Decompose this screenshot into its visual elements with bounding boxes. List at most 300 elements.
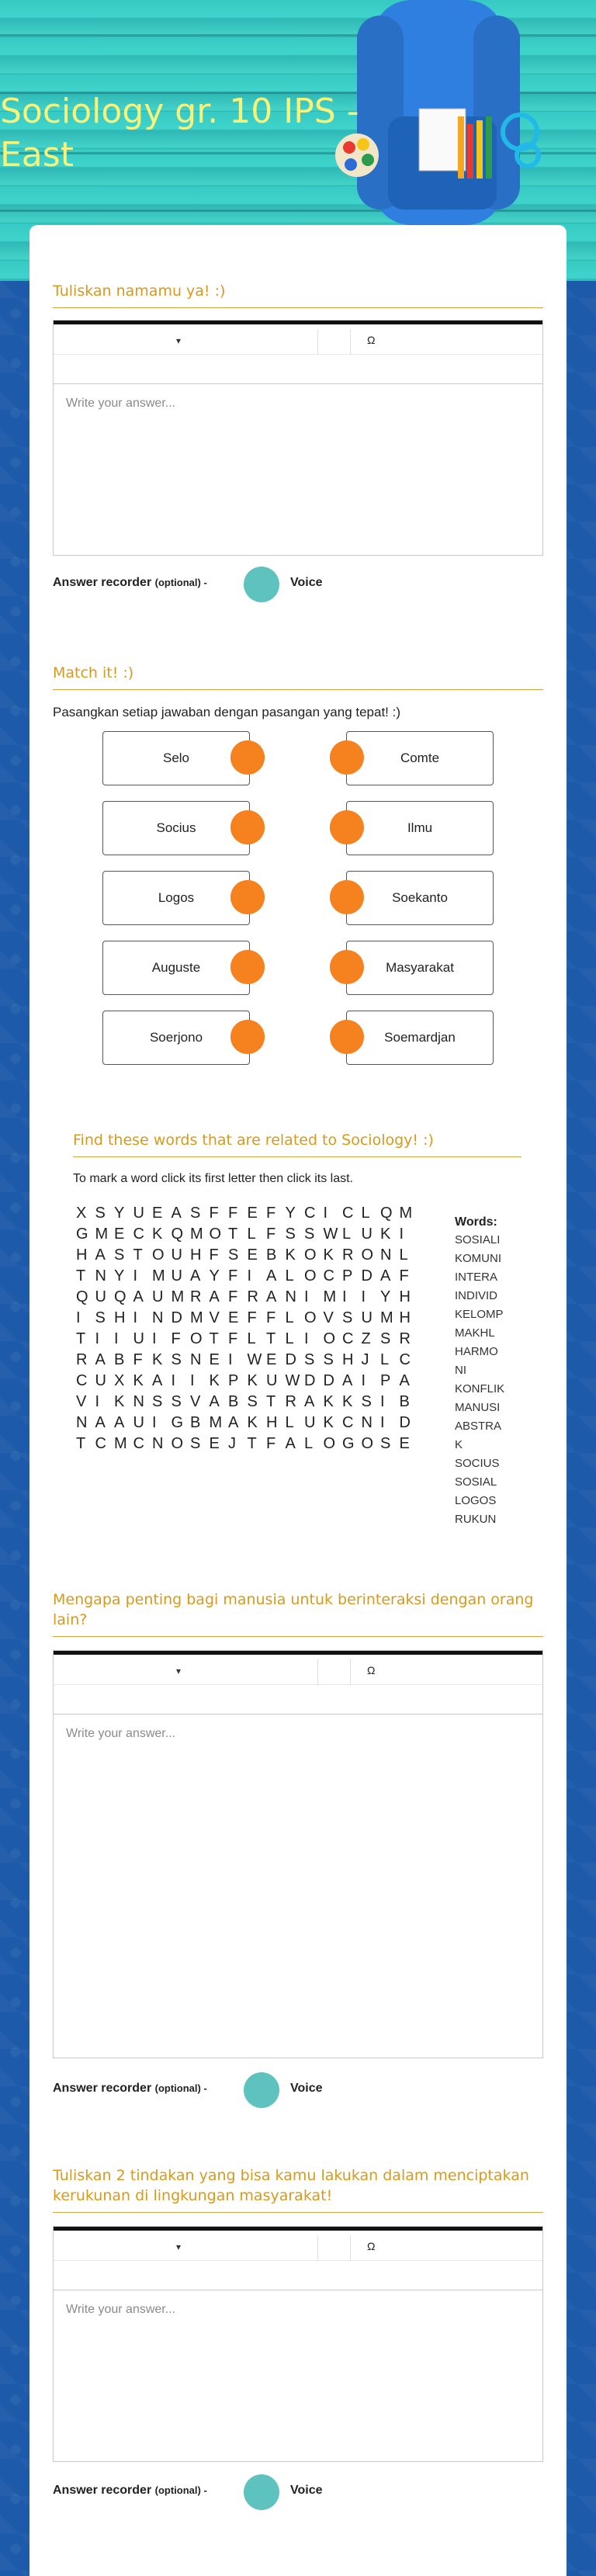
wordsearch-letter[interactable]: T — [76, 1330, 86, 1347]
wordsearch-letter[interactable]: E — [247, 1205, 258, 1222]
match-connector-dot[interactable] — [330, 950, 364, 984]
wordsearch-letter[interactable]: I — [152, 1330, 157, 1347]
wordsearch-letter[interactable]: I — [114, 1330, 119, 1347]
toolbar-separator — [317, 329, 318, 355]
wordsearch-letter[interactable]: M — [190, 1309, 203, 1326]
wordsearch-letter[interactable]: N — [152, 1435, 164, 1452]
wordsearch-letter[interactable]: V — [76, 1393, 87, 1410]
wordsearch-letter[interactable]: S — [380, 1330, 391, 1347]
wordsearch-letter[interactable]: I — [95, 1393, 100, 1410]
special-character-icon[interactable]: Ω — [367, 2240, 376, 2252]
wordsearch-letter[interactable]: S — [152, 1393, 163, 1410]
wordsearch-letter[interactable]: L — [361, 1205, 370, 1222]
wordsearch-letter[interactable]: D — [171, 1309, 182, 1326]
wordsearch-letter[interactable]: S — [304, 1226, 315, 1243]
wordsearch-letter[interactable]: R — [342, 1246, 354, 1264]
wordsearch-letter[interactable]: L — [285, 1414, 294, 1431]
wordsearch-letter[interactable]: I — [133, 1309, 138, 1326]
wordsearch-letter[interactable]: O — [361, 1435, 374, 1452]
voice-record-button[interactable] — [244, 567, 279, 602]
wordsearch-letter[interactable]: I — [361, 1288, 366, 1305]
toolbar-divider — [54, 2260, 542, 2261]
wordsearch-letter[interactable]: C — [342, 1414, 354, 1431]
wordsearch-letter[interactable]: S — [361, 1393, 372, 1410]
wordsearch-letter[interactable]: M — [399, 1205, 413, 1222]
wordsearch-row — [76, 1393, 418, 1414]
wordsearch-letter[interactable]: F — [228, 1205, 238, 1222]
match-title: Match it! :) — [53, 663, 543, 690]
question-title: Mengapa penting bagi manusia untuk berinteraksi dengan orang lain? — [53, 1590, 543, 1637]
wordsearch-letter[interactable]: O — [323, 1435, 336, 1452]
wordsearch-letter[interactable]: T — [266, 1393, 276, 1410]
wordsearch-letter[interactable]: A — [266, 1267, 277, 1285]
wordsearch-letter[interactable]: Y — [285, 1205, 296, 1222]
wordsearch-row — [76, 1267, 418, 1288]
wordsearch-letter[interactable]: K — [247, 1372, 258, 1389]
match-connector-dot[interactable] — [330, 740, 364, 775]
wordsearch-letter[interactable]: M — [152, 1267, 165, 1285]
wordsearch-letter[interactable]: M — [209, 1414, 223, 1431]
wordsearch-letter[interactable]: B — [114, 1351, 125, 1368]
wordsearch-letter[interactable]: A — [95, 1414, 106, 1431]
wordsearch-letter[interactable]: I — [342, 1288, 347, 1305]
wordsearch-letter[interactable]: U — [361, 1309, 372, 1326]
wordsearch-letter[interactable]: A — [399, 1372, 410, 1389]
wordsearch-letter[interactable]: F — [399, 1267, 409, 1285]
match-left-item[interactable]: Selo — [102, 731, 250, 785]
wordsearch-letter[interactable]: L — [342, 1226, 352, 1243]
wordsearch-letter[interactable]: E — [399, 1435, 410, 1452]
wordsearch-letter[interactable]: N — [76, 1414, 88, 1431]
wordsearch-letter[interactable]: F — [266, 1309, 276, 1326]
match-connector-dot[interactable] — [330, 810, 364, 844]
wordsearch-word: KONFLIK — [455, 1382, 505, 1395]
wordsearch-letter[interactable]: J — [228, 1435, 236, 1452]
wordsearch-letter[interactable]: K — [152, 1351, 163, 1368]
wordsearch-letter[interactable]: B — [266, 1246, 277, 1264]
wordsearch-letter[interactable]: M — [171, 1288, 185, 1305]
special-character-icon[interactable]: Ω — [367, 334, 376, 346]
voice-record-button[interactable] — [244, 2474, 279, 2510]
wordsearch-letter[interactable]: G — [76, 1226, 88, 1243]
wordsearch-letter[interactable]: A — [133, 1288, 144, 1305]
match-right-item[interactable]: Masyarakat — [346, 941, 494, 995]
wordsearch-letter[interactable]: T — [228, 1226, 238, 1243]
wordsearch-letter[interactable]: R — [76, 1351, 88, 1368]
wordsearch-letter[interactable]: E — [247, 1246, 258, 1264]
wordsearch-letter[interactable]: U — [171, 1246, 182, 1264]
wordsearch-letter[interactable]: J — [361, 1351, 369, 1368]
wordsearch-letter[interactable]: K — [380, 1226, 391, 1243]
wordsearch-letter[interactable]: E — [228, 1309, 239, 1326]
wordsearch-letter[interactable]: P — [342, 1267, 353, 1285]
dropdown-arrow-icon[interactable]: ▾ — [176, 335, 182, 346]
wordsearch-letter[interactable]: C — [76, 1372, 88, 1389]
wordsearch-letter[interactable]: G — [342, 1435, 355, 1452]
wordsearch-letter[interactable]: U — [133, 1330, 144, 1347]
match-right-item[interactable]: Soekanto — [346, 871, 494, 925]
wordsearch-letter[interactable]: S — [323, 1351, 334, 1368]
wordsearch-letter[interactable]: L — [380, 1351, 390, 1368]
wordsearch-letter[interactable]: F — [266, 1205, 276, 1222]
wordsearch-letter[interactable]: M — [323, 1288, 337, 1305]
wordsearch-letter[interactable]: F — [171, 1330, 181, 1347]
wordsearch-letter[interactable]: I — [133, 1267, 138, 1285]
recorder-label: Answer recorder (optional) - — [53, 2082, 207, 2095]
wordsearch-letter[interactable]: Q — [76, 1288, 88, 1305]
wordsearch-letter[interactable]: U — [95, 1372, 106, 1389]
wordsearch-letter[interactable]: V — [209, 1309, 220, 1326]
wordsearch-letter[interactable]: K — [209, 1372, 220, 1389]
wordsearch-word: LOGOS — [455, 1494, 497, 1507]
recorder-label: Answer recorder (optional) - — [53, 2484, 207, 2497]
wordsearch-title: Find these words that are related to Sociology! :) — [73, 1132, 522, 1157]
wordsearch-letter[interactable]: K — [152, 1226, 163, 1243]
wordsearch-word-list — [455, 1215, 504, 1529]
wordsearch-letter[interactable]: I — [76, 1309, 81, 1326]
toolbar-divider — [54, 1684, 542, 1685]
wordsearch-letter[interactable]: C — [304, 1205, 316, 1222]
wordsearch-grid[interactable] — [76, 1205, 418, 1456]
wordsearch-word: MANUSI — [455, 1401, 501, 1414]
wordsearch-letter[interactable]: T — [76, 1435, 86, 1452]
match-left-item[interactable]: Logos — [102, 871, 250, 925]
wordsearch-letter[interactable]: A — [114, 1414, 125, 1431]
wordsearch-letter[interactable]: U — [171, 1267, 182, 1285]
wordsearch-letter[interactable]: R — [285, 1393, 296, 1410]
wordsearch-letter[interactable]: F — [133, 1351, 143, 1368]
wordsearch-letter[interactable]: I — [304, 1330, 309, 1347]
wordsearch-letter[interactable]: M — [114, 1435, 127, 1452]
wordsearch-word: MAKHL — [455, 1326, 495, 1340]
dropdown-arrow-icon[interactable]: ▾ — [176, 2241, 182, 2252]
wordsearch-letter[interactable]: K — [114, 1393, 125, 1410]
wordsearch-letter[interactable]: L — [285, 1330, 294, 1347]
voice-record-button[interactable] — [244, 2072, 279, 2108]
wordsearch-letter[interactable]: Q — [114, 1288, 126, 1305]
toolbar-separator — [317, 1659, 318, 1686]
wordsearch-letter[interactable]: N — [152, 1309, 164, 1326]
wordsearch-letter[interactable]: L — [285, 1267, 294, 1285]
wordsearch-letter[interactable]: L — [285, 1309, 294, 1326]
wordsearch-letter[interactable]: L — [399, 1246, 408, 1264]
wordsearch-letter[interactable]: U — [266, 1372, 278, 1389]
wordsearch-letter[interactable]: S — [171, 1393, 182, 1410]
wordsearch-letter[interactable]: S — [95, 1205, 106, 1222]
wordsearch-letter[interactable]: C — [133, 1226, 144, 1243]
wordsearch-row — [76, 1205, 418, 1226]
wordsearch-instruction: To mark a word click its first letter then click its last. — [73, 1172, 353, 1185]
wordsearch-word: K — [455, 1438, 463, 1451]
wordsearch-row — [76, 1309, 418, 1330]
match-right-item[interactable]: Soemardjan — [346, 1011, 494, 1065]
wordsearch-letter[interactable]: C — [323, 1267, 334, 1285]
wordsearch-letter[interactable]: O — [323, 1330, 336, 1347]
wordsearch-letter[interactable]: C — [342, 1330, 354, 1347]
question-title: Tuliskan namamu ya! :) — [53, 281, 543, 308]
voice-label: Voice — [290, 2082, 323, 2095]
wordsearch-letter[interactable]: F — [266, 1226, 276, 1243]
wordsearch-word: SOCIUS — [455, 1457, 500, 1470]
wordsearch-letter[interactable]: S — [171, 1351, 182, 1368]
wordsearch-letter[interactable]: X — [76, 1205, 87, 1222]
wordsearch-letter[interactable]: I — [399, 1226, 404, 1243]
wordsearch-letter[interactable]: W — [323, 1226, 338, 1243]
wordsearch-letter[interactable]: S — [247, 1393, 258, 1410]
wordsearch-letter[interactable]: U — [361, 1226, 372, 1243]
wordsearch-letter[interactable]: S — [285, 1226, 296, 1243]
wordsearch-letter[interactable]: A — [190, 1267, 201, 1285]
dropdown-arrow-icon[interactable]: ▾ — [176, 1666, 182, 1676]
wordsearch-letter[interactable]: H — [399, 1288, 411, 1305]
toolbar-separator — [350, 2235, 351, 2262]
answer-placeholder[interactable]: Write your answer... — [66, 2303, 176, 2316]
wordsearch-letter[interactable]: B — [228, 1393, 239, 1410]
wordsearch-letter[interactable]: H — [190, 1246, 202, 1264]
wordsearch-letter[interactable]: Q — [171, 1226, 184, 1243]
wordsearch-letter[interactable]: V — [323, 1309, 334, 1326]
wordsearch-letter[interactable]: B — [399, 1393, 410, 1410]
wordsearch-letter[interactable]: H — [114, 1309, 126, 1326]
wordsearch-letter[interactable]: A — [342, 1372, 353, 1389]
wordsearch-letter[interactable]: I — [228, 1351, 233, 1368]
wordsearch-letter[interactable]: F — [228, 1288, 238, 1305]
wordsearch-letter[interactable]: O — [304, 1309, 317, 1326]
wordsearch-word: KOMUNI — [455, 1252, 501, 1265]
wordsearch-letter[interactable]: C — [399, 1351, 411, 1368]
wordsearch-letter[interactable]: U — [133, 1205, 144, 1222]
wordsearch-letter[interactable]: U — [304, 1414, 316, 1431]
wordsearch-letter[interactable]: H — [76, 1246, 88, 1264]
wordsearch-letter[interactable]: R — [399, 1330, 411, 1347]
wordsearch-letter[interactable]: M — [95, 1226, 109, 1243]
wordsearch-letter[interactable]: K — [323, 1246, 334, 1264]
match-right-item[interactable]: Comte — [346, 731, 494, 785]
wordsearch-letter[interactable]: I — [380, 1393, 385, 1410]
match-left-item[interactable]: Socius — [102, 801, 250, 855]
wordsearch-letter[interactable]: K — [285, 1246, 296, 1264]
wordsearch-letter[interactable]: S — [228, 1246, 239, 1264]
wordsearch-letter[interactable]: F — [228, 1330, 238, 1347]
answer-editor[interactable] — [53, 320, 543, 556]
match-instruction: Pasangkan setiap jawaban dengan pasangan yang tepat! :) — [53, 705, 401, 719]
wordsearch-letter[interactable]: K — [133, 1372, 144, 1389]
wordsearch-letter[interactable]: O — [304, 1267, 317, 1285]
wordsearch-letter[interactable]: I — [380, 1414, 385, 1431]
wordsearch-letter[interactable]: K — [247, 1414, 258, 1431]
wordsearch-letter[interactable]: K — [323, 1414, 334, 1431]
words-heading: Words: — [455, 1215, 497, 1229]
wordsearch-letter[interactable]: D — [304, 1372, 316, 1389]
wordsearch-letter[interactable]: C — [133, 1435, 144, 1452]
wordsearch-letter[interactable]: A — [209, 1393, 220, 1410]
editor-toolbar — [54, 321, 542, 384]
wordsearch-row — [76, 1414, 418, 1435]
match-connector-dot[interactable] — [230, 880, 265, 914]
wordsearch-letter[interactable]: A — [228, 1414, 239, 1431]
match-left-item[interactable]: Auguste — [102, 941, 250, 995]
wordsearch-letter[interactable]: U — [152, 1288, 164, 1305]
wordsearch-letter[interactable]: I — [323, 1205, 328, 1222]
wordsearch-letter[interactable]: F — [247, 1309, 257, 1326]
wordsearch-word: NI — [455, 1364, 466, 1377]
wordsearch-letter[interactable]: D — [323, 1372, 334, 1389]
match-connector-dot[interactable] — [230, 810, 265, 844]
wordsearch-letter[interactable]: I — [152, 1414, 157, 1431]
wordsearch-letter[interactable]: I — [95, 1330, 100, 1347]
wordsearch-letter[interactable]: R — [190, 1288, 202, 1305]
recorder-label: Answer recorder (optional) - — [53, 576, 207, 589]
wordsearch-letter[interactable]: L — [247, 1226, 256, 1243]
wordsearch-word: SOSIALI — [455, 1233, 501, 1246]
wordsearch-letter[interactable]: A — [304, 1393, 315, 1410]
wordsearch-letter[interactable]: U — [133, 1414, 144, 1431]
wordsearch-letter[interactable]: A — [152, 1372, 163, 1389]
wordsearch-letter[interactable]: T — [133, 1246, 143, 1264]
wordsearch-letter[interactable]: O — [152, 1246, 165, 1264]
wordsearch-letter[interactable]: D — [399, 1414, 411, 1431]
wordsearch-letter[interactable]: N — [285, 1288, 296, 1305]
wordsearch-letter[interactable]: T — [76, 1267, 86, 1285]
wordsearch-letter[interactable]: A — [266, 1288, 277, 1305]
wordsearch-letter[interactable]: S — [95, 1309, 106, 1326]
wordsearch-row — [76, 1288, 418, 1309]
wordsearch-word: ABSTRA — [455, 1420, 502, 1433]
wordsearch-letter[interactable]: I — [247, 1267, 252, 1285]
wordsearch-letter[interactable]: S — [342, 1309, 353, 1326]
voice-label: Voice — [290, 2484, 323, 2497]
wordsearch-letter[interactable]: H — [266, 1414, 278, 1431]
wordsearch-letter[interactable]: I — [304, 1288, 309, 1305]
match-connector-dot[interactable] — [230, 1020, 265, 1054]
wordsearch-word: KELOMP — [455, 1308, 504, 1321]
wordsearch-row — [76, 1226, 418, 1246]
wordsearch-letter[interactable]: O — [171, 1435, 184, 1452]
wordsearch-word: RUKUN — [455, 1513, 497, 1526]
wordsearch-letter[interactable]: E — [114, 1226, 125, 1243]
editor-toolbar — [54, 1651, 542, 1714]
wordsearch-letter[interactable]: W — [285, 1372, 300, 1389]
wordsearch-letter[interactable]: E — [152, 1205, 163, 1222]
wordsearch-letter[interactable]: Y — [380, 1288, 391, 1305]
match-connector-dot[interactable] — [230, 950, 265, 984]
wordsearch-letter[interactable]: Y — [209, 1267, 220, 1285]
wordsearch-letter[interactable]: A — [380, 1267, 391, 1285]
special-character-icon[interactable]: Ω — [367, 1664, 376, 1676]
wordsearch-letter[interactable]: C — [342, 1205, 354, 1222]
wordsearch-letter[interactable]: N — [133, 1393, 144, 1410]
wordsearch-letter[interactable]: I — [361, 1372, 366, 1389]
wordsearch-letter[interactable]: N — [95, 1267, 106, 1285]
toolbar-divider — [54, 354, 542, 355]
wordsearch-letter[interactable]: G — [171, 1414, 184, 1431]
answer-recorder — [53, 2474, 363, 2508]
wordsearch-letter[interactable]: R — [247, 1288, 258, 1305]
wordsearch-letter[interactable]: V — [190, 1393, 201, 1410]
match-right-item[interactable]: Ilmu — [346, 801, 494, 855]
answer-editor[interactable] — [53, 1650, 543, 2058]
wordsearch-letter[interactable]: B — [190, 1414, 201, 1431]
wordsearch-letter[interactable]: N — [380, 1246, 392, 1264]
wordsearch-letter[interactable]: N — [190, 1351, 202, 1368]
answer-placeholder[interactable]: Write your answer... — [66, 1727, 176, 1740]
wordsearch-letter[interactable]: O — [304, 1246, 317, 1264]
wordsearch-letter[interactable]: H — [342, 1351, 354, 1368]
wordsearch-letter[interactable]: K — [342, 1393, 353, 1410]
wordsearch-letter[interactable]: S — [114, 1246, 125, 1264]
voice-label: Voice — [290, 576, 323, 589]
wordsearch-letter[interactable]: Y — [114, 1267, 125, 1285]
wordsearch-letter[interactable]: Y — [114, 1205, 125, 1222]
match-connector-dot[interactable] — [330, 880, 364, 914]
wordsearch-letter[interactable]: S — [380, 1435, 391, 1452]
wordsearch-row — [76, 1330, 418, 1351]
wordsearch-letter[interactable]: X — [114, 1372, 125, 1389]
toolbar-separator — [350, 329, 351, 355]
wordsearch-letter[interactable]: S — [190, 1435, 201, 1452]
wordsearch-letter[interactable]: A — [285, 1435, 296, 1452]
wordsearch-letter[interactable]: E — [209, 1435, 220, 1452]
wordsearch-letter[interactable]: Q — [380, 1205, 393, 1222]
wordsearch-letter[interactable]: T — [266, 1330, 276, 1347]
wordsearch-letter[interactable]: M — [380, 1309, 393, 1326]
wordsearch-letter[interactable]: F — [209, 1205, 219, 1222]
match-connector-dot[interactable] — [230, 740, 265, 775]
wordsearch-letter[interactable]: A — [95, 1351, 106, 1368]
wordsearch-letter[interactable]: E — [209, 1351, 220, 1368]
wordsearch-letter[interactable]: T — [209, 1330, 219, 1347]
match-connector-dot[interactable] — [330, 1020, 364, 1054]
wordsearch-letter[interactable]: D — [361, 1267, 372, 1285]
wordsearch-letter[interactable]: F — [266, 1435, 276, 1452]
wordsearch-letter[interactable]: U — [95, 1288, 106, 1305]
wordsearch-word: INTERA — [455, 1271, 498, 1284]
wordsearch-letter[interactable]: W — [247, 1351, 262, 1368]
wordsearch-letter[interactable]: F — [228, 1267, 238, 1285]
wordsearch-letter[interactable]: N — [361, 1414, 372, 1431]
wordsearch-letter[interactable]: M — [190, 1226, 203, 1243]
wordsearch-letter[interactable]: O — [361, 1246, 374, 1264]
wordsearch-letter[interactable]: O — [190, 1330, 203, 1347]
answer-recorder — [53, 2072, 363, 2106]
wordsearch-letter[interactable]: L — [304, 1435, 314, 1452]
wordsearch-letter[interactable]: K — [323, 1393, 334, 1410]
wordsearch-letter[interactable]: A — [209, 1288, 220, 1305]
wordsearch-letter[interactable]: A — [95, 1246, 106, 1264]
wordsearch-letter[interactable]: E — [266, 1351, 277, 1368]
wordsearch-letter[interactable]: S — [304, 1351, 315, 1368]
wordsearch-letter[interactable]: P — [228, 1372, 239, 1389]
wordsearch-letter[interactable]: P — [380, 1372, 391, 1389]
wordsearch-letter[interactable]: Z — [361, 1330, 371, 1347]
wordsearch-letter[interactable]: I — [190, 1372, 195, 1389]
wordsearch-letter[interactable]: I — [171, 1372, 176, 1389]
wordsearch-letter[interactable]: D — [285, 1351, 296, 1368]
wordsearch-letter[interactable]: F — [209, 1246, 219, 1264]
wordsearch-letter[interactable]: C — [95, 1435, 106, 1452]
wordsearch-row — [76, 1351, 418, 1372]
wordsearch-letter[interactable]: O — [209, 1226, 222, 1243]
answer-editor[interactable] — [53, 2226, 543, 2462]
wordsearch-letter[interactable]: S — [190, 1205, 201, 1222]
wordsearch-letter[interactable]: T — [247, 1435, 257, 1452]
wordsearch-letter[interactable]: A — [171, 1205, 182, 1222]
wordsearch-letter[interactable]: H — [399, 1309, 411, 1326]
answer-placeholder[interactable]: Write your answer... — [66, 397, 176, 410]
wordsearch-letter[interactable]: L — [247, 1330, 256, 1347]
page-title: Sociology gr. 10 IPS - East — [0, 92, 359, 175]
match-left-item[interactable]: Soerjono — [102, 1011, 250, 1065]
